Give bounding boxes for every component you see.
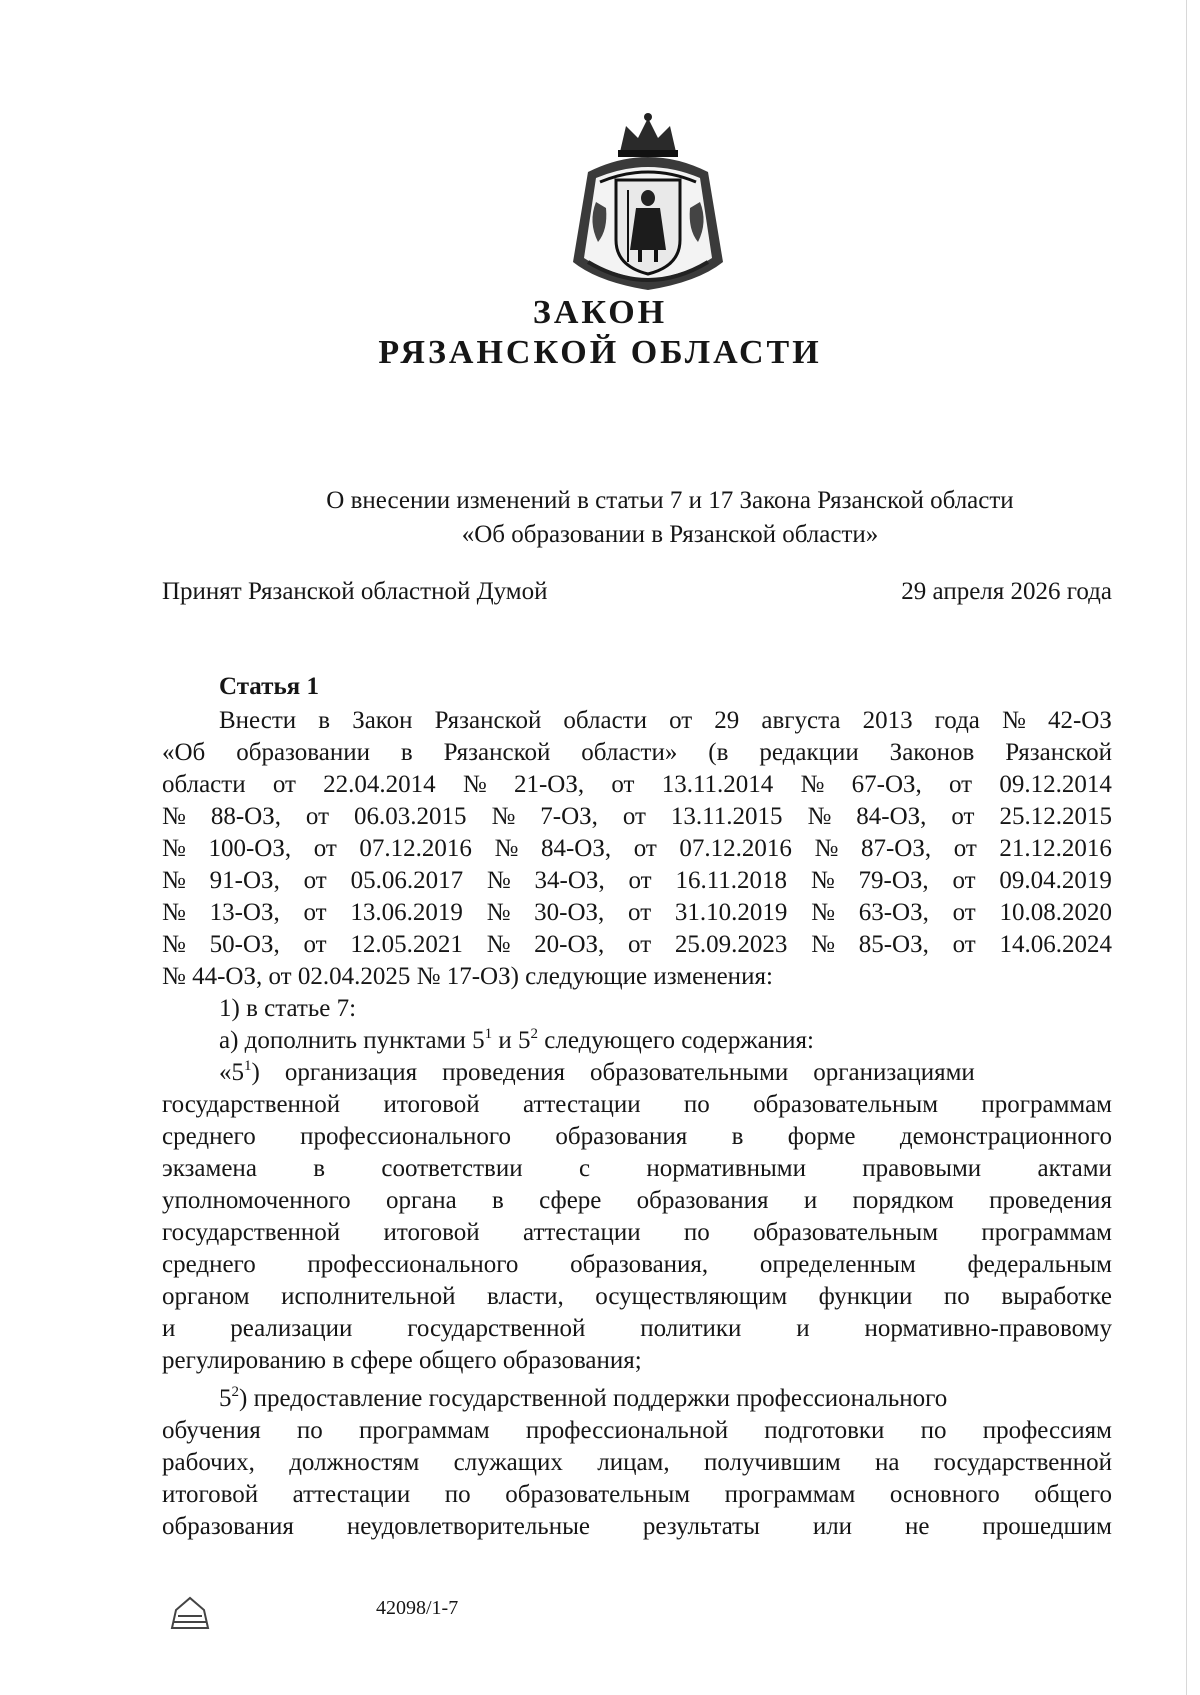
word: года [934, 707, 980, 734]
word: 13.11.2014 [661, 771, 774, 798]
text-line: № 44-ОЗ, от 02.04.2025 № 17-ОЗ) следующие изменения: [162, 963, 773, 990]
word: № [162, 803, 186, 830]
law-subject-line-1: О внесении изменений в статьи 7 и 17 Закона Рязанской области [326, 487, 1014, 514]
word: № [800, 771, 825, 798]
word: сфере [539, 1187, 602, 1214]
text-line [162, 865, 1112, 897]
word: форме [787, 1123, 856, 1150]
word: (в [708, 739, 729, 766]
word: Рязанской [1005, 739, 1112, 766]
word: от [611, 771, 635, 798]
word: образовательным [753, 1219, 939, 1246]
word: по [296, 1417, 323, 1444]
word: № [810, 867, 835, 894]
word: № [811, 931, 835, 958]
word: 100-ОЗ, [208, 835, 292, 862]
word: от [305, 803, 330, 830]
word: образовательным [753, 1091, 939, 1118]
word: 07.12.2016 [359, 835, 472, 862]
word: 06.03.2015 [353, 803, 467, 830]
word: 30-ОЗ, [534, 899, 605, 926]
word: и [803, 1187, 818, 1214]
word: и [162, 1315, 176, 1342]
word: служащих [453, 1449, 563, 1476]
word: профессионального [300, 1123, 512, 1150]
word: аттестации [292, 1481, 411, 1508]
text-line [162, 801, 1112, 833]
word: получившим [703, 1449, 841, 1476]
word: № [486, 867, 511, 894]
word: 50-ОЗ, [209, 931, 280, 958]
law-title: ЗАКОН [532, 294, 668, 331]
word: актами [1037, 1155, 1112, 1182]
word: 84-ОЗ, [540, 835, 612, 862]
word: 10.08.2020 [999, 899, 1112, 926]
word: № [162, 867, 186, 894]
word: правовыми [862, 1155, 982, 1182]
word: 12.05.2021 [350, 931, 463, 958]
word: Законов [889, 739, 975, 766]
word: от [313, 835, 337, 862]
word: образования [555, 1123, 688, 1150]
word: 25.09.2023 [674, 931, 788, 958]
article-heading: Статья 1 [219, 673, 319, 700]
word: № [162, 931, 186, 958]
word: обучения [162, 1417, 261, 1444]
word: от [303, 931, 327, 958]
ryazan-coat-of-arms-icon [548, 112, 748, 302]
word: в [313, 1155, 326, 1182]
word: программам [359, 1417, 490, 1444]
text-line [162, 1479, 1112, 1511]
word: аттестации [523, 1091, 641, 1118]
word: № [486, 899, 511, 926]
print-house-logo-icon [168, 1592, 212, 1632]
word: в [318, 707, 331, 734]
word: 84-ОЗ, [856, 803, 927, 830]
text-line: регулированию в сфере общего образования; [162, 1347, 642, 1374]
law-subject-line-2: «Об образовании в Рязанской области» [461, 521, 879, 548]
text-line [162, 929, 1112, 961]
text-line [162, 1313, 1112, 1345]
word: экзамена [162, 1155, 257, 1182]
text-line [162, 1447, 1112, 1479]
word: 22.04.2014 [323, 771, 436, 798]
word: 07.12.2016 [679, 835, 792, 862]
word: от [628, 867, 652, 894]
adopted-by: Принят Рязанской областной Думой [162, 578, 548, 605]
word: Рязанской [443, 739, 551, 766]
word: определенным [759, 1251, 916, 1278]
word: государственной [933, 1449, 1112, 1476]
word: функции [818, 1283, 913, 1310]
word: 21-ОЗ, [513, 771, 585, 798]
law-region-title: РЯЗАНСКОЙ ОБЛАСТИ [378, 334, 822, 371]
word: № [494, 835, 519, 862]
text-line [162, 737, 1112, 769]
word: от [633, 835, 657, 862]
word: программам [981, 1219, 1112, 1246]
text-line [162, 1121, 1112, 1153]
word: в [731, 1123, 744, 1150]
word: уполномоченного [162, 1187, 351, 1214]
word: в [400, 739, 413, 766]
word: от [952, 899, 976, 926]
word: проведения [989, 1187, 1112, 1214]
word: Закон [352, 707, 413, 734]
text-line [162, 769, 1112, 801]
word: должностям [289, 1449, 420, 1476]
word: основного [889, 1481, 1000, 1508]
word: нормативными [646, 1155, 806, 1182]
word: 09.12.2014 [999, 771, 1112, 798]
word: осуществляющим [595, 1283, 788, 1310]
text-line [162, 897, 1112, 929]
word: 14.06.2024 [999, 931, 1112, 958]
text-line [162, 1249, 1112, 1281]
text-line: «$5^1$) организация проведения образовательными организациями [219, 1058, 975, 1086]
word: 20-ОЗ, [534, 931, 605, 958]
word: 85-ОЗ, [858, 931, 929, 958]
word: реализации [230, 1315, 353, 1342]
word: редакции [759, 739, 859, 766]
word: области» [581, 739, 678, 766]
text-line [162, 1415, 1112, 1447]
word: образовательным [505, 1481, 691, 1508]
word: 67-ОЗ, [851, 771, 922, 798]
word: области [563, 707, 647, 734]
point-5-1 [162, 1057, 1112, 1377]
word: от [953, 835, 977, 862]
word: по [943, 1283, 970, 1310]
text-line [162, 1089, 1112, 1121]
word: программам [724, 1481, 856, 1508]
word: рабочих, [162, 1449, 255, 1476]
word: прошедшим [982, 1513, 1112, 1540]
word: № [811, 899, 835, 926]
word: нормативно-правовому [864, 1315, 1112, 1342]
word: августа [761, 707, 841, 734]
word: от [951, 803, 975, 830]
word: 87-ОЗ, [860, 835, 932, 862]
word: от [952, 931, 976, 958]
word: итоговой [383, 1219, 480, 1246]
word: образования, [570, 1251, 709, 1278]
word: власти, [487, 1283, 564, 1310]
word: демонстрационного [899, 1123, 1112, 1150]
document-code: 42098/1-7 [376, 1597, 459, 1619]
word: 13.06.2019 [350, 899, 463, 926]
word: с [578, 1155, 591, 1182]
word: 31.10.2019 [674, 899, 788, 926]
word: 21.12.2016 [999, 835, 1112, 862]
word: лицам, [597, 1449, 670, 1476]
word: не [905, 1513, 930, 1540]
word: образовании [236, 739, 370, 766]
word: 88-ОЗ, [210, 803, 281, 830]
word: 09.04.2019 [999, 867, 1112, 894]
word: № [807, 803, 832, 830]
word: № [462, 771, 487, 798]
word: органа [385, 1187, 457, 1214]
word: по [683, 1091, 710, 1118]
word: подготовки [764, 1417, 885, 1444]
word: итоговой [383, 1091, 480, 1118]
word: от [628, 931, 652, 958]
word: № [1001, 707, 1026, 734]
point-5-2 [162, 1383, 1112, 1543]
word: итоговой [162, 1481, 259, 1508]
page-edge-line [1186, 0, 1187, 1695]
word: профессионального [307, 1251, 519, 1278]
word: по [683, 1219, 710, 1246]
word: программам [981, 1091, 1112, 1118]
text-line [162, 1153, 1112, 1185]
word: 13.11.2015 [670, 803, 783, 830]
word: профессиям [982, 1417, 1112, 1444]
article-intro [162, 705, 1112, 1057]
word: среднего [162, 1123, 256, 1150]
word: от [949, 771, 973, 798]
word: государственной [162, 1219, 341, 1246]
word: порядком [852, 1187, 954, 1214]
word: неудовлетворительные [346, 1513, 590, 1540]
text-line [162, 1511, 1112, 1543]
word: на [874, 1449, 900, 1476]
word: органом [162, 1283, 250, 1310]
word: «Об [162, 739, 206, 766]
word: 79-ОЗ, [858, 867, 929, 894]
word: по [920, 1417, 947, 1444]
word: среднего [162, 1251, 256, 1278]
word: от [303, 899, 327, 926]
word: 7-ОЗ, [540, 803, 598, 830]
adoption-date: 29 апреля 2026 года [901, 578, 1112, 605]
word: 29 [714, 707, 740, 734]
word: 42-ОЗ [1047, 707, 1112, 734]
text-line [162, 1217, 1112, 1249]
word: 13-ОЗ, [209, 899, 280, 926]
text-line [162, 1185, 1112, 1217]
word: 91-ОЗ, [209, 867, 280, 894]
word: аттестации [523, 1219, 641, 1246]
word: от [303, 867, 327, 894]
word: Рязанской [434, 707, 542, 734]
word: результаты [642, 1513, 760, 1540]
word: от [628, 899, 652, 926]
word: 16.11.2018 [675, 867, 788, 894]
word: № [491, 803, 516, 830]
word: образования [636, 1187, 769, 1214]
word: государственной [407, 1315, 586, 1342]
text-line: $5^2$) предоставление государственной поддержки профессионального [219, 1384, 948, 1412]
word: по [444, 1481, 471, 1508]
word: 05.06.2017 [350, 867, 464, 894]
word: 63-ОЗ, [858, 899, 929, 926]
word: образования [162, 1513, 294, 1540]
word: исполнительной [281, 1283, 456, 1310]
word: от [669, 707, 693, 734]
text-line [162, 1281, 1112, 1313]
word: политики [640, 1315, 742, 1342]
word: № [162, 899, 186, 926]
word: № [814, 835, 839, 862]
word: от [622, 803, 646, 830]
text-line [162, 833, 1112, 865]
word: от [952, 867, 976, 894]
word: профессиональной [525, 1417, 729, 1444]
word: общего [1034, 1481, 1112, 1508]
word: № [162, 835, 186, 862]
list-item-1: 1) в статье 7: [219, 995, 357, 1022]
word: 25.12.2015 [999, 803, 1112, 830]
list-item-a: а) дополнить пунктами $5^1$ и $5^2$ следующего содержания: [219, 1026, 814, 1054]
text-line [162, 705, 1112, 737]
word: № [486, 931, 511, 958]
word: и [796, 1315, 810, 1342]
word: или [812, 1513, 853, 1540]
word: выработке [1001, 1283, 1112, 1310]
word: в [492, 1187, 504, 1214]
word: федеральным [967, 1251, 1112, 1278]
word: Внести [219, 707, 297, 734]
word: 34-ОЗ, [534, 867, 605, 894]
word: соответствии [381, 1155, 523, 1182]
word: государственной [162, 1091, 341, 1118]
word: от [272, 771, 296, 798]
word: области [162, 771, 246, 798]
word: 2013 [862, 707, 913, 734]
